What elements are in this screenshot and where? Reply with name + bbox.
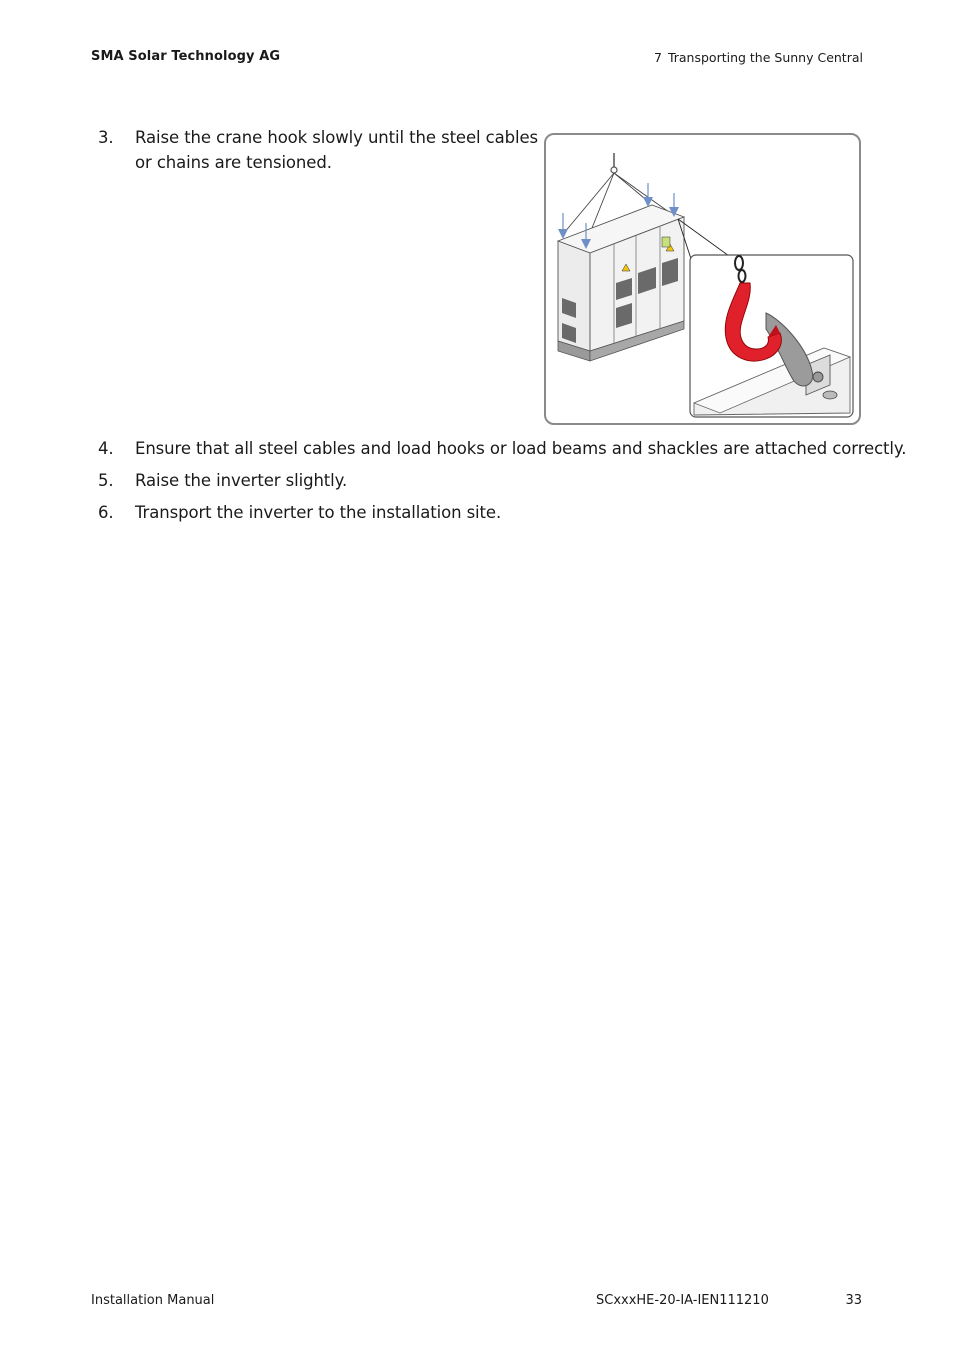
step-text: Ensure that all steel cables and load hooks or load beams and shackles are attached correctly.	[135, 439, 907, 458]
page-number: 33	[845, 1293, 862, 1308]
header-chapter	[654, 50, 863, 65]
step-number: 5.	[98, 471, 114, 490]
chapter-title: Transporting the Sunny Central	[667, 50, 863, 65]
crane-lift-figure	[544, 133, 861, 425]
header-company: SMA Solar Technology AG	[91, 49, 281, 64]
step-number: 6.	[98, 503, 114, 522]
load-hook-detail-icon	[690, 255, 853, 417]
step-number: 3.	[98, 128, 114, 147]
step-text: Raise the crane hook slowly until the steel cables or chains are tensioned.	[135, 128, 539, 172]
chapter-number: 7	[654, 50, 662, 65]
footer-doc-type: Installation Manual	[91, 1293, 215, 1308]
footer-doc-id: SCxxxHE-20-IA-IEN111210	[596, 1293, 769, 1308]
step-text: Raise the inverter slightly.	[135, 471, 348, 490]
step-number: 4.	[98, 439, 114, 458]
step-text: Transport the inverter to the installation site.	[135, 503, 502, 522]
